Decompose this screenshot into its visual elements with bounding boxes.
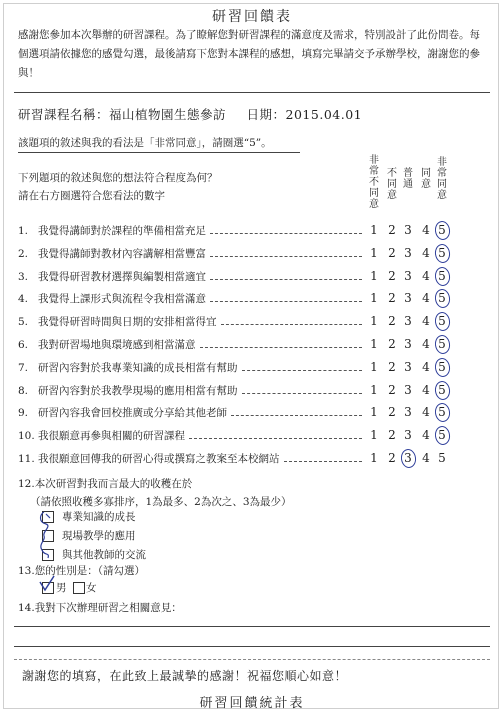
- scale-header-3: 普通: [403, 168, 413, 190]
- scale-option-2[interactable]: 2: [388, 428, 396, 443]
- rating-item-3: [18, 269, 488, 289]
- male-label: 男: [56, 582, 67, 594]
- rating-item-statement: 我覺得上課形式與流程令我相當滿意: [38, 293, 206, 306]
- scale-option-3[interactable]: 3: [404, 268, 412, 283]
- q14-title: 14.我對下次辦理研習之相關意見：: [18, 602, 182, 614]
- selection-circle: [434, 334, 451, 355]
- scale-option-3[interactable]: 3: [404, 223, 412, 237]
- instruction-text: 該題項的敘述與我的看法是「非常同意」，請圈選“5”。: [18, 137, 272, 149]
- scale-option-2[interactable]: 2: [388, 451, 396, 465]
- scale-option-3[interactable]: 3: [404, 451, 412, 465]
- rating-item-7: [18, 360, 488, 380]
- scale-option-3[interactable]: 3: [404, 314, 412, 329]
- rating-item-text: [18, 223, 206, 238]
- scale-option-2[interactable]: 2: [388, 382, 396, 397]
- question-intro-line1: 下列題項的敘述與您的想法符合程度為何？: [18, 172, 218, 184]
- course-name-label: 研習課程名稱：: [18, 107, 110, 122]
- footer-title: 研習回饋統計表: [199, 696, 305, 711]
- scale-option-4[interactable]: 4: [422, 268, 430, 283]
- rating-item-number: 10.: [18, 430, 35, 443]
- divider: [14, 92, 490, 93]
- q12-option-1-label: 專業知識的成長: [62, 511, 136, 523]
- rating-item-statement: 研習內容我會回校推廣或分享給其他老師: [38, 407, 227, 420]
- scale-option-5[interactable]: 5: [438, 268, 446, 283]
- selection-circle: [434, 425, 451, 446]
- rating-item-statement: 研習內容對於我專業知識的成長相當有幫助: [38, 361, 238, 374]
- scale-option-3[interactable]: 3: [404, 382, 412, 397]
- scale-option-1[interactable]: 1: [370, 405, 378, 420]
- selection-circle: [434, 288, 451, 309]
- scale-option-5[interactable]: 5: [438, 291, 446, 306]
- rating-item-text: [18, 360, 238, 375]
- female-label: 女: [86, 582, 97, 594]
- rating-item-number: 7.: [18, 361, 29, 374]
- scale-option-4[interactable]: 4: [422, 451, 430, 465]
- scale-option-2[interactable]: 2: [388, 314, 396, 329]
- question-intro-line2: 請在右方圈選符合您看法的數字: [18, 190, 165, 202]
- scale-option-4[interactable]: 4: [422, 428, 430, 443]
- scale-option-5[interactable]: 5: [438, 314, 446, 329]
- scale-option-1[interactable]: 1: [370, 428, 378, 443]
- scale-option-5[interactable]: 5: [438, 245, 446, 260]
- check-mark-icon: [38, 574, 56, 594]
- rating-item-text: [18, 383, 238, 398]
- q12-option-3-label: 與其他教師的交流: [62, 549, 146, 561]
- scale-option-2[interactable]: 2: [388, 405, 396, 420]
- scale-option-5[interactable]: 5: [438, 451, 446, 465]
- intro-paragraph: 感謝您參加本次舉辦的研習課程。為了瞭解您對研習課程的滿意度及需求，特別設計了此份問卷。每個選項請依據您的感覺勾選，最後請寫下您對本課程的感想，填寫完畢請交予承辦學校，謝謝您的參與！: [18, 29, 480, 79]
- scale-option-1[interactable]: 1: [370, 451, 378, 465]
- scale-option-5[interactable]: 5: [438, 382, 446, 397]
- scale-option-1[interactable]: 1: [370, 337, 378, 351]
- rating-item-text: [18, 269, 206, 284]
- scale-option-3[interactable]: 3: [404, 359, 412, 374]
- rating-item-number: 4.: [18, 293, 29, 306]
- scale-option-5[interactable]: 5: [438, 405, 446, 420]
- rating-item-4: [18, 291, 488, 311]
- selection-circle: [434, 220, 451, 241]
- rating-item-text: [18, 451, 280, 466]
- scale-header-1: 非常不同意: [369, 155, 379, 210]
- rating-item-10: [18, 428, 488, 448]
- scale-header-5: 非常同意: [437, 157, 447, 201]
- female-checkbox[interactable]: [73, 582, 85, 594]
- scale-option-2[interactable]: 2: [388, 223, 396, 237]
- leader-line: [231, 415, 362, 416]
- scale-option-1[interactable]: 1: [370, 291, 378, 306]
- q13-title: 13.您的性別是：（請勾選）: [18, 565, 145, 577]
- scale-option-4[interactable]: 4: [422, 359, 430, 374]
- q12-note: （請依照收穫多寡排序，1為最多、2為次之、3為最少）: [30, 496, 292, 508]
- scale-option-1[interactable]: 1: [370, 245, 378, 260]
- rating-item-8: [18, 383, 488, 403]
- answer-line-2: [14, 646, 490, 647]
- rating-item-number: 5.: [18, 316, 29, 329]
- course-name: 福山植物園生態參訪: [109, 107, 227, 122]
- rating-item-5: [18, 314, 488, 334]
- rating-item-number: 1.: [18, 225, 29, 237]
- leader-line: [242, 393, 362, 394]
- scale-option-1[interactable]: 1: [370, 223, 378, 237]
- course-info: [18, 105, 362, 123]
- rating-item-1: [18, 223, 488, 243]
- scale-option-5[interactable]: 5: [438, 428, 446, 443]
- scale-option-2[interactable]: 2: [388, 291, 396, 306]
- rating-item-statement: 我覺得研習教材選擇與編製相當適宜: [38, 270, 206, 283]
- rating-item-text: [18, 246, 206, 261]
- scale-option-5[interactable]: 5: [438, 223, 446, 237]
- rating-item-number: 11.: [18, 453, 35, 465]
- scale-option-4[interactable]: 4: [422, 245, 430, 260]
- rating-item-9: [18, 405, 488, 425]
- scale-header-2: 不同意: [387, 168, 397, 201]
- rating-item-text: [18, 314, 217, 329]
- answer-line-1: [14, 626, 490, 627]
- scale-option-1[interactable]: 1: [370, 314, 378, 329]
- scale-option-3[interactable]: 3: [404, 245, 412, 260]
- scale-option-4[interactable]: 4: [422, 337, 430, 351]
- course-date: 2015.04.01: [285, 107, 363, 122]
- scale-option-4[interactable]: 4: [422, 382, 430, 397]
- rating-item-number: 8.: [18, 384, 29, 397]
- leader-line: [242, 370, 362, 371]
- scale-option-3[interactable]: 3: [404, 337, 412, 351]
- rating-item-number: 2.: [18, 247, 29, 260]
- leader-line: [210, 256, 362, 257]
- rating-item-text: [18, 405, 227, 420]
- rating-item-number: 6.: [18, 339, 29, 351]
- selection-circle: [434, 266, 451, 287]
- instruction-underline: [18, 152, 300, 153]
- answer-line-3: [14, 659, 490, 660]
- rating-item-statement: 研習內容對於我教學現場的應用相當有幫助: [38, 384, 238, 397]
- scale-option-4[interactable]: 4: [422, 405, 430, 420]
- thanks-message: 謝謝您的填寫，在此致上最誠摯的感謝！祝福您順心如意！: [22, 669, 348, 683]
- scale-option-2[interactable]: 2: [388, 245, 396, 260]
- rating-item-statement: 我很願意回傳我的研習心得或撰寫之教案至本校網站: [38, 453, 280, 465]
- leader-line: [189, 438, 362, 439]
- scale-option-3[interactable]: 3: [404, 291, 412, 306]
- scale-option-2[interactable]: 2: [388, 268, 396, 283]
- rating-item-11: [18, 451, 488, 471]
- rating-item-statement: 我對研習場地與環境感到相當滿意: [38, 339, 196, 351]
- scale-header-4: 同意: [421, 168, 431, 190]
- rating-item-text: [18, 428, 185, 443]
- leader-line: [210, 233, 362, 234]
- scale-option-3[interactable]: 3: [404, 428, 412, 443]
- rating-item-statement: 我覺得研習時間與日期的安排相當得宜: [38, 316, 217, 329]
- scale-option-2[interactable]: 2: [388, 337, 396, 351]
- scale-option-3[interactable]: 3: [404, 405, 412, 420]
- selection-circle: [434, 311, 451, 332]
- scale-option-4[interactable]: 4: [422, 291, 430, 306]
- leader-line: [284, 461, 362, 462]
- scale-option-4[interactable]: 4: [422, 314, 430, 329]
- rating-item-number: 9.: [18, 407, 29, 420]
- rating-item-2: [18, 246, 488, 266]
- selection-circle: [434, 357, 451, 378]
- rating-item-text: [18, 337, 196, 352]
- scale-option-2[interactable]: 2: [388, 359, 396, 374]
- leader-line: [200, 347, 362, 348]
- selection-circle: [400, 448, 417, 469]
- scale-option-5[interactable]: 5: [438, 359, 446, 374]
- leader-line: [210, 279, 362, 280]
- rating-item-statement: 我覺得講師對於課程的準備相當充足: [38, 225, 206, 237]
- rating-item-statement: 我很願意再參與相關的研習課程: [38, 430, 185, 443]
- rating-item-text: [18, 291, 206, 306]
- handwritten-ranking-marks: [30, 500, 60, 566]
- scale-option-5[interactable]: 5: [438, 337, 446, 351]
- q12-title: 12.本次研習對我而言最大的收穫在於: [18, 478, 193, 490]
- selection-circle: [434, 243, 451, 264]
- leader-line: [210, 301, 362, 302]
- form-title: 研習回饋表: [212, 9, 292, 25]
- scale-option-1[interactable]: 1: [370, 382, 378, 397]
- rating-item-statement: 我覺得講師對教材內容講解相當豐富: [38, 247, 206, 260]
- rating-item-number: 3.: [18, 270, 29, 283]
- scale-option-4[interactable]: 4: [422, 223, 430, 237]
- date-label: 日期：: [246, 107, 286, 122]
- selection-circle: [434, 402, 451, 423]
- scale-option-1[interactable]: 1: [370, 268, 378, 283]
- selection-circle: [434, 380, 451, 401]
- q12-option-2-label: 現場教學的應用: [62, 530, 136, 542]
- rating-item-6: [18, 337, 488, 357]
- leader-line: [221, 324, 362, 325]
- scale-option-1[interactable]: 1: [370, 359, 378, 374]
